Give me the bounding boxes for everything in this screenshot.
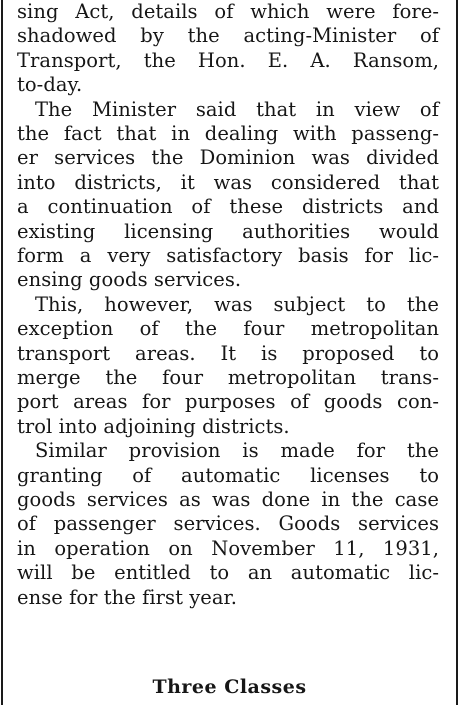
text-line: exception of the four metropolitan [17, 317, 439, 341]
text-line: into districts, it was considered that [17, 170, 439, 194]
column-rule-left [1, 0, 3, 705]
text-line: goods services as was done in the case [17, 488, 439, 511]
text-line: ense for the first year. [17, 585, 238, 609]
text-line: will be entitled to an automatic lic- [17, 561, 439, 585]
text-line: Transport, the Hon. E. A. Ransom, [17, 48, 439, 72]
column-rule-right [456, 0, 458, 705]
text-line: shadowed by the acting-Minister of [17, 24, 439, 48]
text-line: in operation on November 11, 1931, [17, 536, 439, 560]
text-line: existing licensing authorities would [17, 219, 439, 243]
text-line: to-day. [17, 73, 83, 97]
text-line: port areas for purposes of goods con- [17, 390, 439, 414]
text-line: of passenger services. Goods services [17, 512, 439, 536]
text-line: Similar provision is made for the [35, 439, 439, 463]
text-line: the fact that in dealing with passeng- [17, 122, 439, 145]
text-line: sing Act, details of which were fore- [17, 0, 439, 23]
text-line: ensing goods services. [17, 268, 242, 292]
subheading: Three Classes [152, 676, 307, 698]
text-line: This, however, was subject to the [35, 292, 439, 316]
text-line: merge the four metropolitan trans- [17, 366, 439, 389]
text-line: trol into adjoining districts. [17, 414, 290, 438]
text-line: transport areas. It is proposed to [17, 341, 439, 365]
text-line: The Minister said that in view of [35, 97, 439, 121]
text-line: form a very satisfactory basis for lic- [17, 244, 439, 267]
text-line: a continuation of these districts and [17, 195, 439, 219]
text-line: granting of automatic licenses to [17, 463, 439, 487]
text-line: er services the Dominion was divided [17, 146, 439, 170]
